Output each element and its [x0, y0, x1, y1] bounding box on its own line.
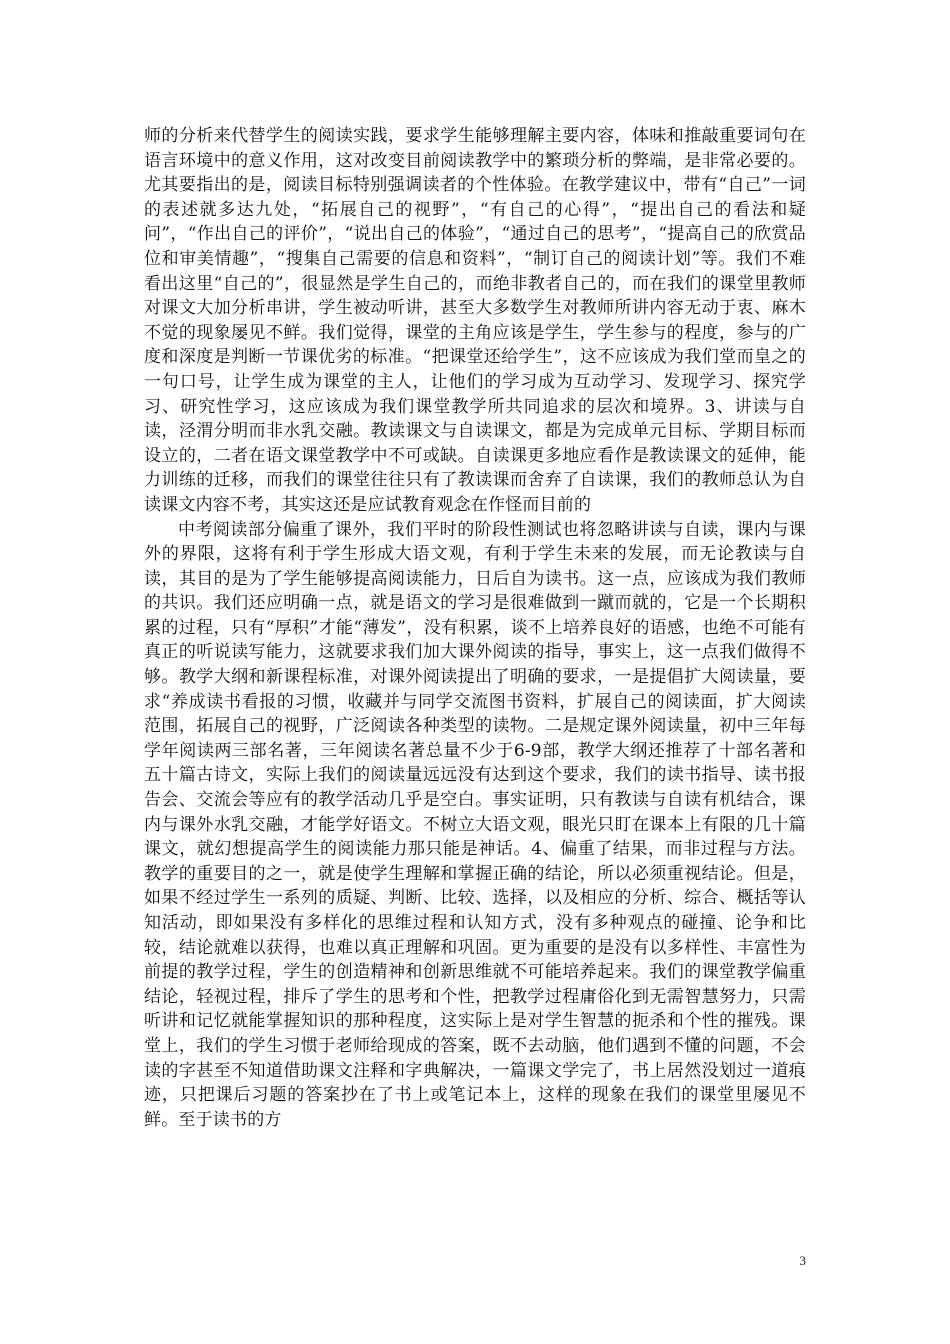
paragraph-2: 中考阅读部分偏重了课外，我们平时的阶段性测试也将忽略讲读与自读，课内与课外的界限，这将有利于学生形成大语文观，有利于学生未来的发展，而无论教读与自读，其目的是为了学生能够提高阅读能力，日后自为读书。这一点，应该成为我们教师的共识。我们还应明确一点，就是语文的学习是很难做到一蹴而就的，它是一个长期积累的过程，只有“厚积”才能“薄发”，没有积累，谈不上培养良好的语感，也绝不可能有真正的听说读写能力，这就要求我们加大课外阅读的指导，事实上，这一点我们做得不够。教学大纲和新课程标准，对课外阅读提出了明确的要求，一是提倡扩大阅读量，要求“养成读书看报的习惯，收藏并与同学交流图书资料，扩展自己的阅读面，扩大阅读范围，拓展自己的视野，广泛阅读各种类型的读物。二是规定课外阅读量，初中三年每学年阅读两三部名著，三年阅读名著总量不少于6-9部，教学大纲还推荐了十部名著和五十篇古诗文，实际上我们的阅读量远远没有达到这个要求，我们的读书指导、读书报告会、交流会等应有的教学活动几乎是空白。事实证明，只有教读与自读有机结合，课内与课外水乳交融，才能学好语文。不树立大语文观，眼光只盯在课本上有限的几十篇课文，就幻想提高学生的阅读能力那只能是神话。4、偏重了结果，而非过程与方法。教学的重要目的之一，就是使学生理解和掌握正确的结论，所以必须重视结论。但是，如果不经过学生一系列的质疑、判断、比较、选择，以及相应的分析、综合、概括等认知活动，即如果没有多样化的思维过程和认知方式，没有多种观点的碰撞、论争和比较，结论就难以获得，也难以真正理解和巩固。更为重要的是没有以多样性、丰富性为前提的教学过程，学生的创造精神和创新思维就不可能培养起来。我们的课堂教学偏重结论，轻视过程，排斥了学生的思考和个性，把教学过程庸俗化到无需智慧努力，只需听讲和记忆就能掌握知识的那种程度，这实际上是对学生智慧的扼杀和个性的摧残。课堂上，我们的学生习惯于老师给现成的答案，既不去动脑，他们遇到不懂的问题，不会读的字甚至不知道借助课文注释和字典解决，一篇课文学完了，书上居然没划过一道痕迹，只把课后习题的答案抄在了书上或笔记本上，这样的现象在我们的课堂里屡见不鲜。至于读书的方	[144, 519, 806, 1130]
paragraph-1: 师的分析来代替学生的阅读实践，要求学生能够理解主要内容，体味和推敲重要词句在语言环境中的意义作用，这对改变目前阅读教学中的繁琐分析的弊端，是非常必要的。尤其要指出的是，阅读目标特别强调读者的个性体验。在教学建议中，带有“自己”一词的表述就多达九处，“拓展自己的视野”，“有自己的心得”，“提出自己的看法和疑问”，“作出自己的评价”，“说出自己的体验”，“通过自己的思考”，“提高自己的欣赏品位和审美情趣”，“搜集自己需要的信息和资料”，“制订自己的阅读计划”等。我们不难看出这里“自己的”，很显然是学生自己的，而绝非教者自己的，而在我们的课堂里教师对课文大加分析串讲，学生被动听讲，甚至大多数学生对教师所讲内容无动于衷、麻木不觉的现象屡见不鲜。我们觉得，课堂的主角应该是学生，学生参与的程度，参与的广度和深度是判断一节课优劣的标准。“把课堂还给学生”，这不应该成为我们堂而皇之的一句口号，让学生成为课堂的主人，让他们的学习成为互动学习、发现学习、探究学习、研究性学习，这应该成为我们课堂教学所共同追求的层次和境界。3、讲读与自读，泾渭分明而非水乳交融。教读课文与自读课文，都是为完成单元目标、学期目标而设立的，二者在语文课堂教学中不可或缺。自读课更多地应看作是教读课文的延伸，能力训练的迁移，而我们的课堂往往只有了教读课而舍弃了自读课，我们的教师总认为自读课文内容不考，其实这还是应试教育观念在作怪而目前的	[144, 126, 806, 515]
page-body	[144, 124, 806, 1132]
page-number: 3	[799, 1253, 806, 1268]
